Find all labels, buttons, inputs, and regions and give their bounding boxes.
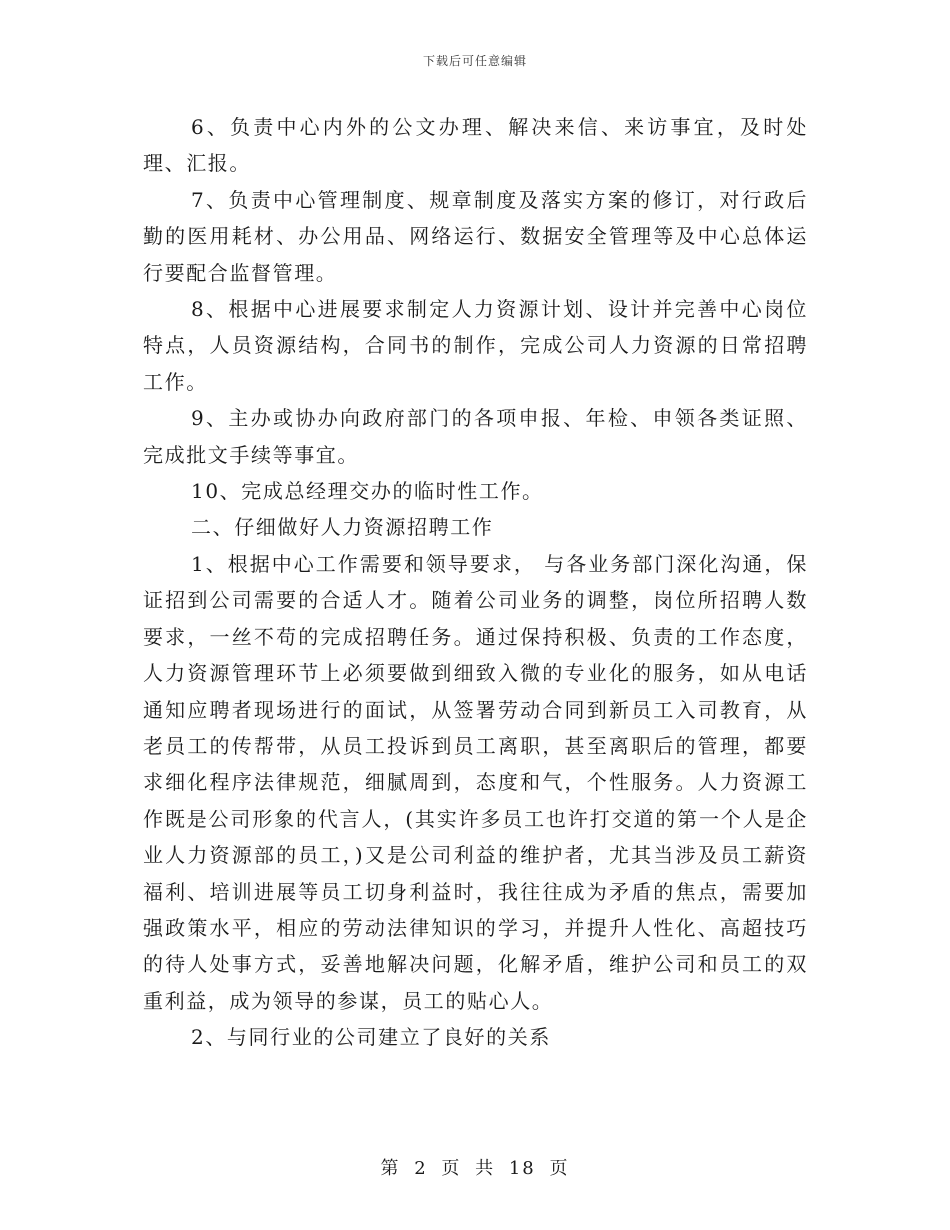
paragraph-recruitment-1: 1、根据中心工作需要和领导要求， 与各业务部门深化沟通，保证招到公司需要的合适人才。随着公司业务的调整，岗位所招聘人数要求，一丝不苟的完成招聘任务。通过保持积极、负责的工作态度，人力资源管理环节上必须要做到细致入微的专业化的服务，如从电话通知应聘者现场进行的面试，从签署劳动合同到新员工入司教育，从老员工的传帮带，从员工投诉到员工离职，甚至离职后的管理，都要求细化程序法律规范，细腻周到，态度和气，个性服务。人力资源工作既是公司形象的代言人，(其实许多员工也许打交道的第一个人是企业人力资源部的员工，)又是公司利益的维护者，尤其当涉及员工薪资福利、培训进展等员工切身利益时，我往往成为矛盾的焦点，需要加强政策水平，相应的劳动法律知识的学习，并提升人性化、高超技巧的待人处事方式，妥善地解决问题，化解矛盾，维护公司和员工的双重利益，成为领导的参谋，员工的贴心人。 bbox=[143, 551, 808, 1013]
paragraph-item-9: 9、主办或协办向政府部门的各项申报、年检、申领各类证照、完成批文手续等事宜。 bbox=[143, 406, 808, 467]
page-header-note: 下载后可任意编辑 bbox=[422, 54, 527, 68]
paragraph-recruitment-2: 2、与同行业的公司建立了良好的关系 bbox=[191, 1025, 551, 1050]
paragraph-item-7: 7、负责中心管理制度、规章制度及落实方案的修订，对行政后勤的医用耗材、办公用品、网络运行、数据安全管理等及中心总体运行要配合监督管理。 bbox=[143, 187, 808, 285]
paragraph-item-10: 10、完成总经理交办的临时性工作。 bbox=[191, 479, 544, 504]
paragraph-item-6: 6、负责中心内外的公文办理、解决来信、来访事宜，及时处理、汇报。 bbox=[143, 115, 808, 176]
document-body bbox=[143, 109, 808, 1056]
section-heading-recruitment: 二、仔细做好人力资源招聘工作 bbox=[191, 515, 494, 540]
page-number-footer: 第 2 页 共 18 页 bbox=[380, 1158, 570, 1179]
paragraph-item-8: 8、根据中心进展要求制定人力资源计划、设计并完善中心岗位特点，人员资源结构，合同书的制作，完成公司人力资源的日常招聘工作。 bbox=[143, 297, 808, 394]
